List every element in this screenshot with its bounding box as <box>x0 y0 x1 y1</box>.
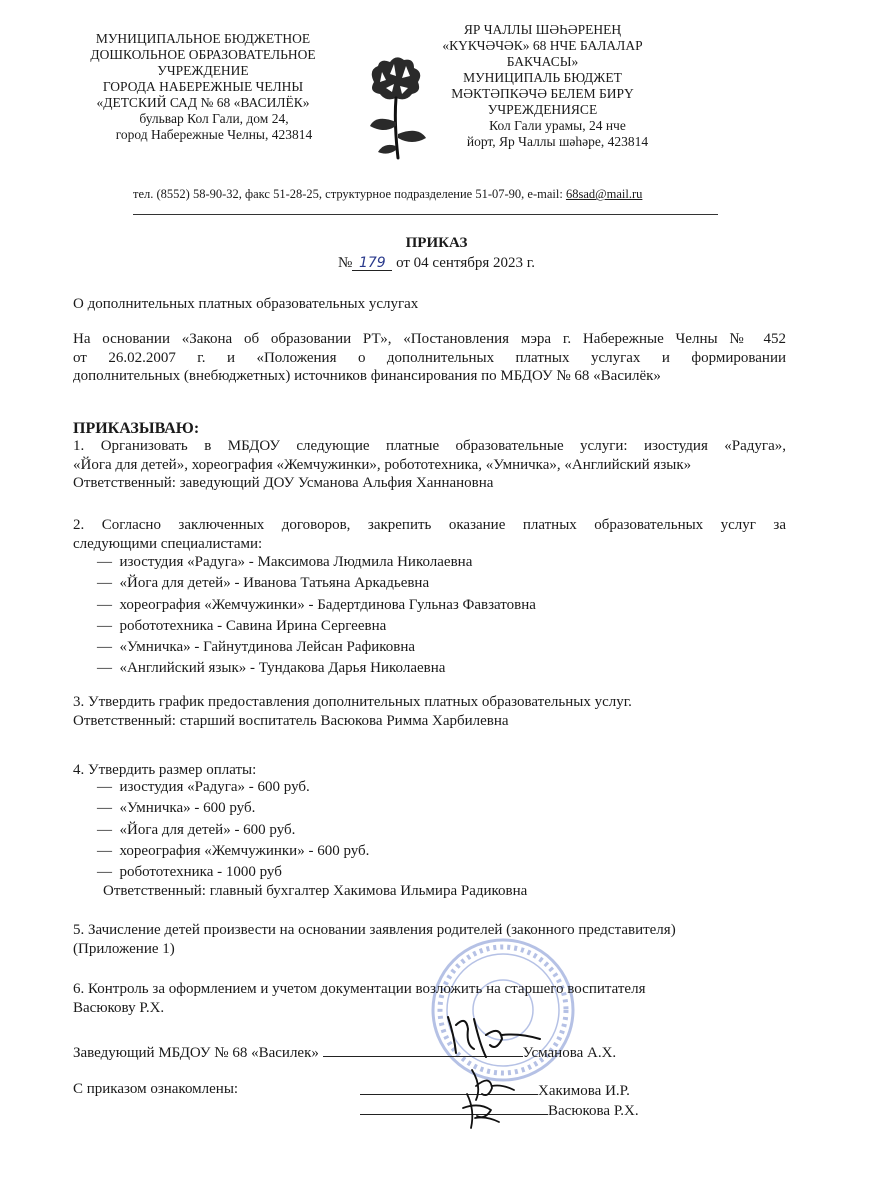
list-item <box>97 841 369 862</box>
carnation-logo <box>356 52 436 162</box>
header-right-line: «КҮКЧӘЧӘК» 68 НЧЕ БАЛАЛАР <box>442 38 643 53</box>
item-4-line: 4. Утвердить размер оплаты: <box>73 762 257 778</box>
item-3 <box>73 693 632 730</box>
list-item-text: изостудия «Радуга» - Максимова Людмила Николаевна <box>119 554 473 570</box>
header-right-line: МӘКТӘПКӘЧӘ БЕЛЕМ БИРҮ <box>451 86 634 101</box>
item-5-line: 5. Зачисление детей произвести на основании заявления родителей (законного представителя) <box>73 922 676 938</box>
header-left-line: УЧРЕЖДЕНИЕ <box>157 63 249 78</box>
list-item-text: хореография «Жемчужинки» - 600 руб. <box>119 842 370 859</box>
logo-leaf <box>370 119 396 130</box>
list-dash: — <box>97 821 112 838</box>
header-left-line: «ДЕТСКИЙ САД № 68 «ВАСИЛЁК» <box>96 95 310 110</box>
order-number-line <box>0 255 873 272</box>
order-date: от 04 сентября 2023 г. <box>396 255 535 271</box>
item-1-responsible: Ответственный: заведующий ДОУ Усманова Альфия Ханнановна <box>73 475 494 491</box>
list-item <box>97 552 536 573</box>
item-4-responsible: Ответственный: главный бухгалтер Хакимова Ильмира Радиковна <box>103 883 528 899</box>
logo-leaf <box>378 145 396 154</box>
list-dash: — <box>97 660 112 677</box>
list-dash: — <box>97 800 112 817</box>
header-right-line: БАКЧАСЫ» <box>506 54 579 69</box>
header-left-address: бульвар Кол Гали, дом 24, <box>139 111 289 126</box>
item-6 <box>73 980 645 1017</box>
list-dash: — <box>97 617 112 634</box>
list-item <box>97 637 536 658</box>
order-word: ПРИКАЗЫВАЮ: <box>73 420 200 437</box>
item-3-responsible: Ответственный: старший воспитатель Васюкова Римма Харбилевна <box>73 712 509 729</box>
header-left-line: ГОРОДА НАБЕРЕЖНЫЕ ЧЕЛНЫ <box>102 79 304 94</box>
header-right-address: Кол Гали урамы, 24 нче <box>489 118 626 133</box>
list-item-text: «Йога для детей» - 600 руб. <box>119 821 296 838</box>
item-2-line: 2. Согласно заключенных договоров, закрепить оказание платных образовательных услуг за <box>73 517 786 533</box>
header-right-line: ЯР ЧАЛЛЫ ШӘҺӘРЕНЕҢ <box>463 22 622 37</box>
list-dash: — <box>97 779 112 795</box>
header-left-address: город Набережные Челны, 423814 <box>115 127 313 142</box>
item-2-line: следующими специалистами: <box>73 535 263 552</box>
item-4-list <box>97 777 369 883</box>
list-item-text: хореография «Жемчужинки» - Бадертдинова Гульназ Фавзатовна <box>119 596 536 613</box>
list-item-text: «Умничка» - 600 руб. <box>119 800 256 817</box>
item-3-line: 3. Утвердить график предоставления дополнительных платных образовательных услуг. <box>73 694 632 710</box>
header-right-line: МУНИЦИПАЛЬ БЮДЖЕТ <box>463 70 622 85</box>
list-item-text: «Английский язык» - Тундакова Дарья Николаевна <box>119 660 446 677</box>
list-item-text: «Умничка» - Гайнутдинова Лейсан Рафиковна <box>119 639 416 656</box>
list-item <box>97 798 369 819</box>
basis-paragraph <box>73 330 786 386</box>
item-2 <box>73 516 786 553</box>
ack-handwritten-signature-2 <box>455 1092 515 1132</box>
head-handwritten-signature <box>440 1005 550 1065</box>
list-dash: — <box>97 554 112 570</box>
item-1-line: «Йога для детей», хореография «Жемчужинки», робототехника, «Умничка», «Английский язык» <box>73 456 692 473</box>
basis-line: дополнительных (внебюджетных) источников финансирования по МБДОУ № 68 «Василёк» <box>73 368 661 384</box>
list-dash: — <box>97 842 112 859</box>
header-right <box>430 22 655 150</box>
header-left-line: МУНИЦИПАЛЬНОЕ БЮДЖЕТНОЕ <box>95 31 311 46</box>
header-left <box>78 31 328 143</box>
contact-line <box>133 187 642 202</box>
item-5 <box>73 921 676 958</box>
list-dash: — <box>97 639 112 656</box>
order-subject: О дополнительных платных образовательных услугах <box>73 296 419 312</box>
list-item <box>97 862 369 883</box>
order-number-sign: № <box>338 255 353 271</box>
head-label: Заведующий МБДОУ № 68 «Василек» <box>73 1045 319 1061</box>
order-title: ПРИКАЗ <box>405 235 468 251</box>
ack-name-2: Васюкова Р.Х. <box>548 1103 639 1119</box>
logo-leaf <box>398 131 426 142</box>
item-1-line: 1. Организовать в МБДОУ следующие платные образовательные услуги: изостудия «Радуга», <box>73 438 786 454</box>
item-2-list <box>97 552 536 680</box>
basis-line: от 26.02.2007 г. и «Положения о дополнительных платных услугах и формировании <box>73 349 786 366</box>
item-6-line: Васюкову Р.Х. <box>73 999 165 1016</box>
list-item <box>97 658 536 679</box>
item-6-line: 6. Контроль за оформлением и учетом документации возложить на старшего воспитателя <box>73 981 646 997</box>
list-item-text: «Йога для детей» - Иванова Татьяна Аркадьевна <box>119 575 430 592</box>
header-right-address: йорт, Яр Чаллы шәһәре, 423814 <box>466 134 649 149</box>
header-right-line: УЧРЕЖДЕНИЯСЕ <box>487 102 598 117</box>
list-item-text: изостудия «Радуга» - 600 руб. <box>119 779 310 795</box>
basis-line: На основании «Закона об образовании РТ», «Постановления мэра г. Набережные Челны № 452 <box>73 331 786 347</box>
list-dash: — <box>97 596 112 613</box>
list-item-text: робототехника - Савина Ирина Сергеевна <box>119 617 387 634</box>
header-left-line: ДОШКОЛЬНОЕ ОБРАЗОВАТЕЛЬНОЕ <box>90 47 316 62</box>
ack-name-1: Хакимова И.Р. <box>538 1083 630 1099</box>
head-name: Усманова А.Х. <box>522 1045 617 1061</box>
list-item <box>97 595 536 616</box>
list-dash: — <box>97 575 112 592</box>
logo-flower-head <box>372 57 421 99</box>
list-item-text: робототехника - 1000 руб <box>119 864 282 881</box>
list-item <box>97 616 536 637</box>
list-item <box>97 777 369 798</box>
list-item <box>97 820 369 841</box>
item-1 <box>73 437 786 493</box>
order-number-handwritten: 179 <box>352 256 392 271</box>
item-5-line: (Приложение 1) <box>73 940 175 957</box>
header-divider <box>133 214 718 215</box>
list-dash: — <box>97 864 112 881</box>
email-link[interactable]: 68sad@mail.ru <box>565 187 643 201</box>
list-item <box>97 573 536 594</box>
contact-phones: тел. (8552) 58-90-32, факс 51-28-25, структурное подразделение 51-07-90, e-mail: <box>133 187 566 201</box>
ack-label: С приказом ознакомлены: <box>73 1081 239 1097</box>
